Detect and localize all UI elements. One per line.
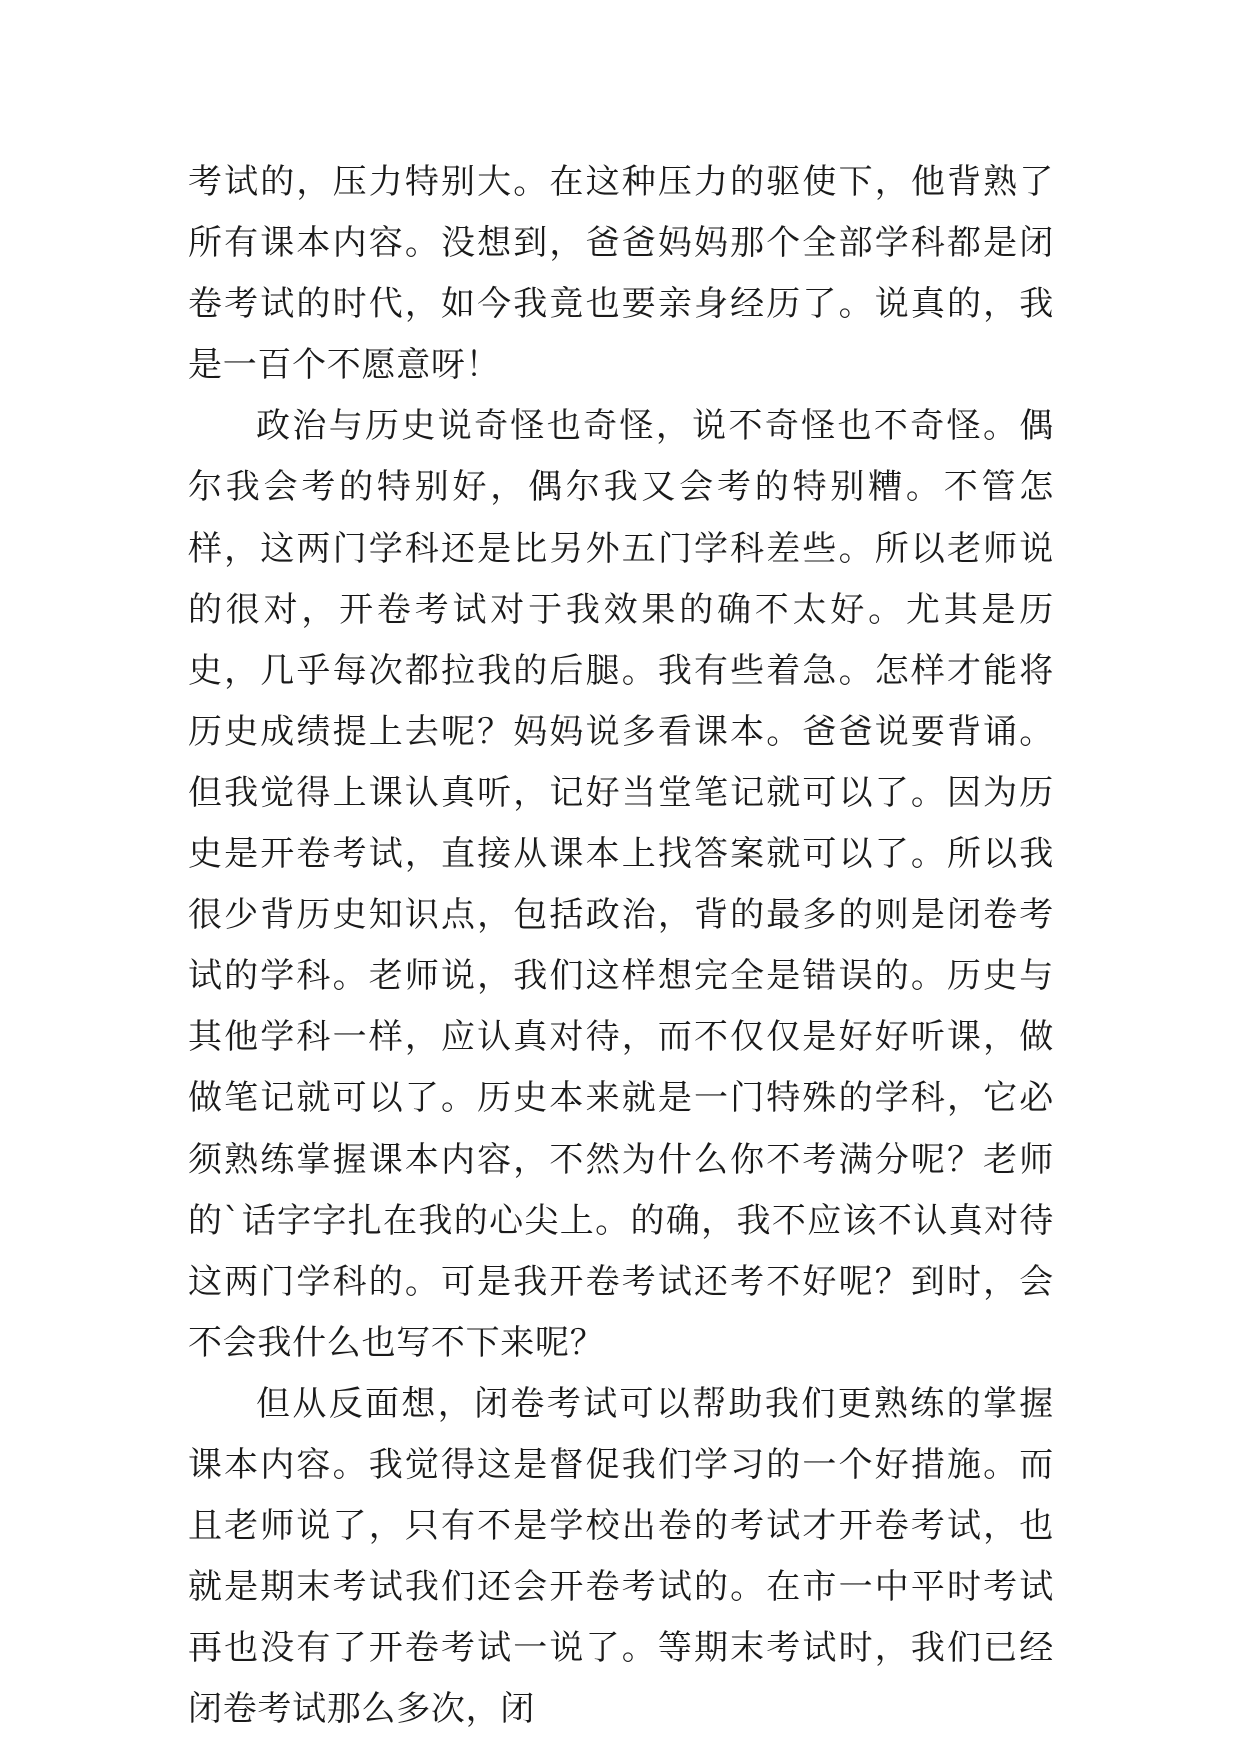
paragraph-1: 考试的，压力特别大。在这种压力的驱使下，他背熟了所有课本内容。没想到，爸爸妈妈那个全部学科都是闭卷考试的时代，如今我竟也要亲身经历了。说真的，我是一百个不愿意呀！: [188, 162, 1054, 386]
document-body: [188, 152, 1054, 1740]
paragraph-2: 政治与历史说奇怪也奇怪，说不奇怪也不奇怪。偶尔我会考的特别好，偶尔我又会考的特别糟。不管怎样，这两门学科还是比另外五门学科差些。所以老师说的很对，开卷考试对于我效果的确不太好。尤其是历史，几乎每次都拉我的后腿。我有些着急。怎样才能将历史成绩提上去呢？妈妈说多看课本。爸爸说要背诵。但我觉得上课认真听，记好当堂笔记就可以了。因为历史是开卷考试，直接从课本上找答案就可以了。所以我很少背历史知识点，包括政治，背的最多的则是闭卷考试的学科。老师说，我们这样想完全是错误的。历史与其他学科一样，应认真对待，而不仅仅是好好听课，做做笔记就可以了。历史本来就是一门特殊的学科，它必须熟练掌握课本内容，不然为什么你不考满分呢？老师的`话字字扎在我的心尖上。的确，我不应该不认真对待这两门学科的。可是我开卷考试还考不好呢？到时，会不会我什么也写不下来呢？: [188, 406, 1054, 1363]
paragraph-3: 但从反面想，闭卷考试可以帮助我们更熟练的掌握课本内容。我觉得这是督促我们学习的一个好措施。而且老师说了，只有不是学校出卷的考试才开卷考试，也就是期末考试我们还会开卷考试的。在市一中平时考试再也没有了开卷考试一说了。等期末考试时，我们已经闭卷考试那么多次，闭: [188, 1383, 1054, 1730]
